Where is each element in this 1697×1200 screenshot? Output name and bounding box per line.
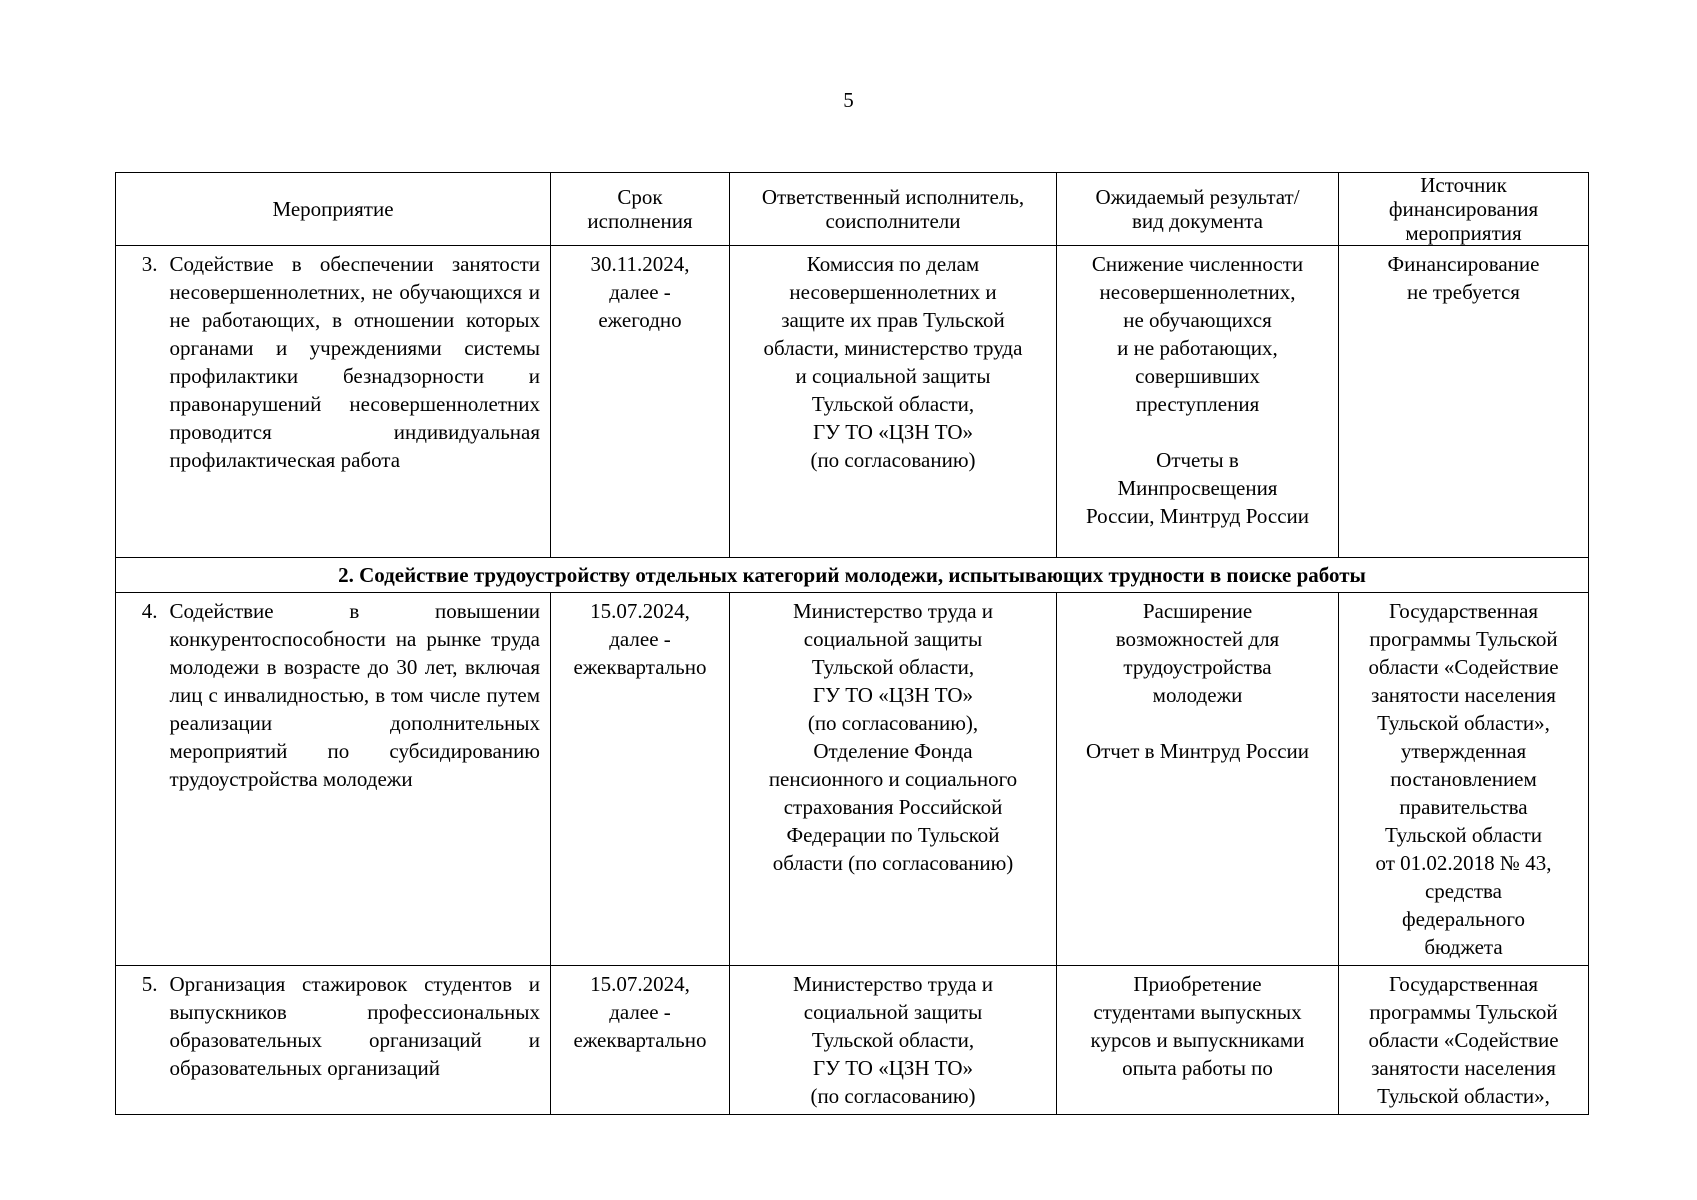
header-deadline: Срок исполнения [551, 173, 730, 246]
result-cell: Расширение возможностей для трудоустройства молодежи Отчет в Минтруд России [1057, 593, 1339, 966]
source-cell: Государственная программы Тульской области «Содействие занятости населения Тульской области», [1339, 966, 1589, 1115]
row-number: 3. [116, 246, 158, 558]
section-heading: 2. Содействие трудоустройству отдельных категорий молодежи, испытывающих трудности в поиске работы [116, 558, 1589, 593]
result-cell: Приобретение студентами выпускных курсов и выпускниками опыта работы по [1057, 966, 1339, 1115]
event-cell: Содействие в обеспечении занятости несовершеннолетних, не обучающихся и не работающих, в отношении которых органами и учреждениями системы профилактики безнадзорности и правонарушений несовершеннолетних проводится индивидуальная профилактическая работа [158, 246, 551, 558]
deadline-cell: 15.07.2024, далее - ежеквартально [551, 966, 730, 1115]
header-result: Ожидаемый результат/ вид документа [1057, 173, 1339, 246]
event-cell: Содействие в повышении конкурентоспособности на рынке труда молодежи в возрасте до 30 лет, включая лиц с инвалидностью, в том числе путем реализации дополнительных мероприятий по субсидированию трудоустройства молодежи [158, 593, 551, 966]
event-cell: Организация стажировок студентов и выпускников профессиональных образовательных организаций и образовательных организаций [158, 966, 551, 1115]
table-row [116, 246, 1589, 558]
source-cell: Государственная программы Тульской области «Содействие занятости населения Тульской области», утвержденная постановлением правительства Тульской области от 01.02.2018 № 43, средства федерального бюджета [1339, 593, 1589, 966]
table-row [116, 966, 1589, 1115]
source-cell: Финансирование не требуется [1339, 246, 1589, 558]
section-row [116, 558, 1589, 593]
deadline-cell: 30.11.2024, далее - ежегодно [551, 246, 730, 558]
header-executor: Ответственный исполнитель, соисполнители [730, 173, 1057, 246]
executor-cell: Министерство труда и социальной защиты Тульской области, ГУ ТО «ЦЗН ТО» (по согласованию) [730, 966, 1057, 1115]
header-event: Мероприятие [116, 173, 551, 246]
executor-cell: Комиссия по делам несовершеннолетних и защите их прав Тульской области, министерство труда и социальной защиты Тульской области, ГУ ТО «ЦЗН ТО» (по согласованию) [730, 246, 1057, 558]
result-cell: Снижение численности несовершеннолетних, не обучающихся и не работающих, совершивших преступления Отчеты в Минпросвещения России, Минтруд России [1057, 246, 1339, 558]
executor-cell: Министерство труда и социальной защиты Тульской области, ГУ ТО «ЦЗН ТО» (по согласованию), Отделение Фонда пенсионного и социального страхования Российской Федерации по Тульской области (по согласованию) [730, 593, 1057, 966]
page-number: 5 [843, 88, 854, 112]
table-row [116, 593, 1589, 966]
row-number: 4. [116, 593, 158, 966]
deadline-cell: 15.07.2024, далее - ежеквартально [551, 593, 730, 966]
row-number: 5. [116, 966, 158, 1115]
table-header-row [116, 173, 1589, 246]
header-source: Источник финансирования мероприятия [1339, 173, 1589, 246]
measures-table [115, 172, 1589, 1115]
